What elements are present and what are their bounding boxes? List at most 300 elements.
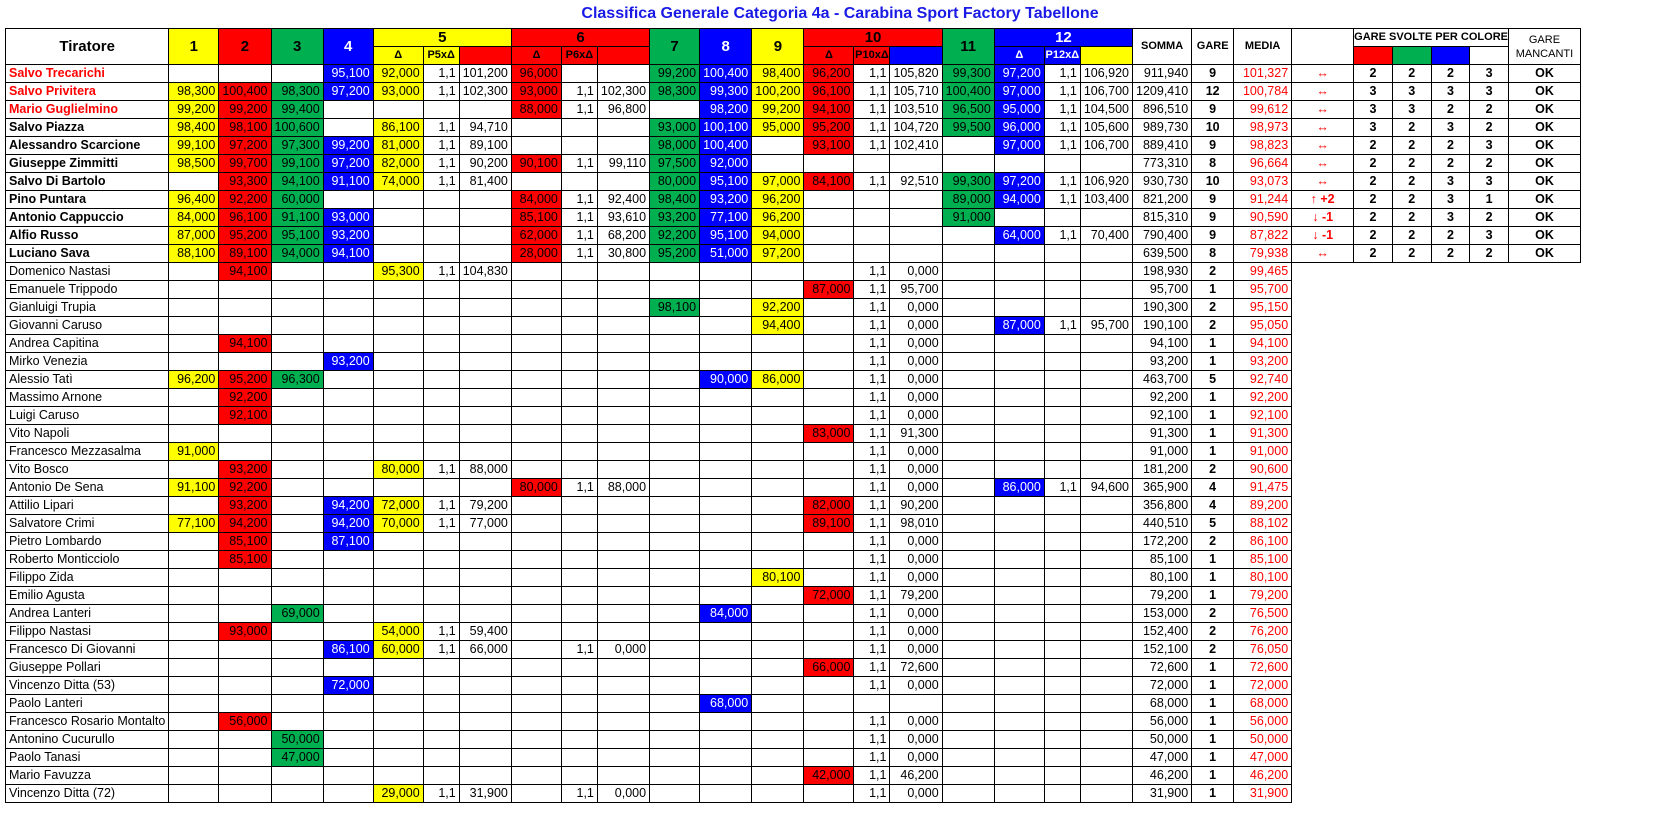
cell-delta-12 <box>1044 299 1080 317</box>
header-somma: SOMMA <box>1133 29 1192 65</box>
cell-p6 <box>597 767 649 785</box>
table-row <box>6 677 1581 695</box>
cell-gara-9 <box>752 731 804 749</box>
cell-gara-9 <box>752 281 804 299</box>
cell-delta-12 <box>1044 263 1080 281</box>
cell-p5 <box>459 389 511 407</box>
cell-gara-11: 91,000 <box>942 209 994 227</box>
cell-p5 <box>459 335 511 353</box>
cell-p10 <box>890 155 942 173</box>
cell-somma: 85,100 <box>1133 551 1192 569</box>
cell-media: 91,300 <box>1234 425 1292 443</box>
cell-p12 <box>1080 371 1132 389</box>
cell-gara-9: 92,200 <box>752 299 804 317</box>
cell-p10: 72,600 <box>890 659 942 677</box>
cell-svolte-green: 2 <box>1431 137 1470 155</box>
header-gara-8: 8 <box>700 29 752 65</box>
cell-gara-7 <box>650 263 700 281</box>
cell-gara-6 <box>511 281 561 299</box>
cell-p10: 0,000 <box>890 731 942 749</box>
cell-gara-5 <box>373 335 423 353</box>
cell-empty <box>1292 299 1354 317</box>
cell-delta-10 <box>854 245 890 263</box>
cell-tiratore: Mario Favuzza <box>6 767 169 785</box>
cell-gara-10 <box>804 335 854 353</box>
cell-p12 <box>1080 515 1132 533</box>
cell-gara-5 <box>373 605 423 623</box>
cell-p10: 0,000 <box>890 569 942 587</box>
header-gara-11: 11 <box>942 29 994 65</box>
cell-p5 <box>459 407 511 425</box>
page-title: Classifica Generale Categoria 4a - Carabina Sport Factory Tabellone <box>581 5 1099 22</box>
cell-gara-11: 99,300 <box>942 173 994 191</box>
table-row <box>6 587 1581 605</box>
cell-gara-9 <box>752 641 804 659</box>
cell-trend: ↓ -1 <box>1292 209 1354 227</box>
cell-gara-9 <box>752 335 804 353</box>
cell-delta-10: 1,1 <box>854 137 890 155</box>
cell-delta-12 <box>1044 749 1080 767</box>
cell-gara-3 <box>271 497 323 515</box>
cell-gare: 1 <box>1192 353 1234 371</box>
cell-delta-5 <box>423 407 459 425</box>
cell-empty <box>1470 425 1509 443</box>
cell-empty <box>1292 551 1354 569</box>
cell-empty <box>1470 515 1509 533</box>
cell-media: 91,475 <box>1234 479 1292 497</box>
cell-gara-4 <box>323 605 373 623</box>
cell-p12 <box>1080 389 1132 407</box>
cell-gara-10 <box>804 443 854 461</box>
cell-svolte-yellow: 3 <box>1354 83 1393 101</box>
cell-gara-3: 60,000 <box>271 191 323 209</box>
table-row <box>6 407 1581 425</box>
table-row <box>6 65 1581 83</box>
cell-empty <box>1354 569 1393 587</box>
cell-empty <box>1292 263 1354 281</box>
cell-empty <box>1431 605 1470 623</box>
cell-gara-11 <box>942 137 994 155</box>
cell-delta-5: 1,1 <box>423 173 459 191</box>
cell-gara-11: 89,000 <box>942 191 994 209</box>
cell-delta-10: 1,1 <box>854 767 890 785</box>
cell-gara-9 <box>752 605 804 623</box>
cell-p10: 0,000 <box>890 785 942 803</box>
cell-delta-12 <box>1044 425 1080 443</box>
cell-trend: ↔ <box>1292 155 1354 173</box>
cell-gara-3: 100,600 <box>271 119 323 137</box>
cell-gara-11 <box>942 389 994 407</box>
cell-delta-6 <box>561 425 597 443</box>
header-gara-9: 9 <box>752 29 804 65</box>
cell-gara-5 <box>373 479 423 497</box>
cell-empty <box>1470 281 1509 299</box>
cell-gara-12 <box>994 713 1044 731</box>
cell-delta-10: 1,1 <box>854 785 890 803</box>
cell-gara-8 <box>700 677 752 695</box>
cell-p10: 0,000 <box>890 371 942 389</box>
cell-media: 72,600 <box>1234 659 1292 677</box>
cell-gara-2: 56,000 <box>219 713 271 731</box>
cell-empty <box>1292 317 1354 335</box>
cell-gara-9 <box>752 263 804 281</box>
cell-somma: 639,500 <box>1133 245 1192 263</box>
cell-svolte-green: 3 <box>1431 191 1470 209</box>
cell-p5: 90,200 <box>459 155 511 173</box>
cell-empty <box>1470 605 1509 623</box>
cell-gara-8 <box>700 767 752 785</box>
cell-gare: 1 <box>1192 407 1234 425</box>
cell-gara-2 <box>219 695 271 713</box>
cell-gara-4 <box>323 785 373 803</box>
cell-delta-12 <box>1044 659 1080 677</box>
cell-gara-3 <box>271 785 323 803</box>
table-row <box>6 389 1581 407</box>
cell-gara-5 <box>373 317 423 335</box>
cell-empty <box>1470 461 1509 479</box>
cell-p6: 0,000 <box>597 641 649 659</box>
cell-media: 79,938 <box>1234 245 1292 263</box>
cell-p12 <box>1080 551 1132 569</box>
cell-p12 <box>1080 533 1132 551</box>
cell-gare: 9 <box>1192 65 1234 83</box>
cell-gara-6 <box>511 785 561 803</box>
cell-empty <box>1292 281 1354 299</box>
cell-gara-1: 99,100 <box>169 137 219 155</box>
cell-gara-7 <box>650 605 700 623</box>
cell-delta-5 <box>423 443 459 461</box>
cell-delta-5 <box>423 533 459 551</box>
header-gara-10: 10 <box>804 29 942 47</box>
cell-trend: ↔ <box>1292 101 1354 119</box>
cell-gara-12 <box>994 407 1044 425</box>
cell-empty <box>1292 749 1354 767</box>
cell-gara-10: 89,100 <box>804 515 854 533</box>
cell-svolte-green: 2 <box>1431 155 1470 173</box>
cell-gara-5 <box>373 677 423 695</box>
cell-p12 <box>1080 497 1132 515</box>
cell-empty <box>1431 371 1470 389</box>
cell-empty <box>1292 605 1354 623</box>
cell-gare: 1 <box>1192 281 1234 299</box>
cell-delta-10: 1,1 <box>854 731 890 749</box>
cell-svolte-blue: 3 <box>1470 137 1509 155</box>
cell-empty <box>1431 785 1470 803</box>
cell-empty <box>1431 479 1470 497</box>
cell-svolte-red: 2 <box>1392 191 1431 209</box>
cell-empty <box>1354 641 1393 659</box>
cell-empty <box>1431 533 1470 551</box>
cell-p10: 79,200 <box>890 587 942 605</box>
cell-gara-1 <box>169 749 219 767</box>
cell-empty <box>1508 443 1580 461</box>
cell-gara-1 <box>169 731 219 749</box>
cell-gara-3: 95,100 <box>271 227 323 245</box>
cell-p12 <box>1080 785 1132 803</box>
cell-gare-mancanti: OK <box>1508 173 1580 191</box>
cell-delta-5: 1,1 <box>423 155 459 173</box>
cell-p10: 0,000 <box>890 407 942 425</box>
cell-gara-6: 96,000 <box>511 65 561 83</box>
cell-gara-5: 86,100 <box>373 119 423 137</box>
cell-gara-10 <box>804 407 854 425</box>
cell-empty <box>1508 317 1580 335</box>
cell-gare: 9 <box>1192 209 1234 227</box>
cell-gara-7: 98,400 <box>650 191 700 209</box>
table-row <box>6 731 1581 749</box>
cell-gara-7 <box>650 785 700 803</box>
cell-gara-3 <box>271 659 323 677</box>
cell-empty <box>1392 641 1431 659</box>
cell-delta-10 <box>854 155 890 173</box>
cell-delta-6 <box>561 335 597 353</box>
table-row <box>6 371 1581 389</box>
cell-gara-6: 88,000 <box>511 101 561 119</box>
cell-gare: 1 <box>1192 587 1234 605</box>
cell-media: 31,900 <box>1234 785 1292 803</box>
cell-svolte-red: 3 <box>1392 101 1431 119</box>
cell-gara-10 <box>804 785 854 803</box>
cell-gara-9: 80,100 <box>752 569 804 587</box>
cell-tiratore: Vito Bosco <box>6 461 169 479</box>
cell-gara-5 <box>373 389 423 407</box>
cell-delta-12 <box>1044 245 1080 263</box>
cell-gara-8 <box>700 587 752 605</box>
cell-somma: 773,310 <box>1133 155 1192 173</box>
cell-gara-4 <box>323 317 373 335</box>
cell-empty <box>1431 389 1470 407</box>
cell-gara-4 <box>323 659 373 677</box>
cell-delta-10: 1,1 <box>854 623 890 641</box>
cell-empty <box>1470 371 1509 389</box>
cell-gara-5 <box>373 209 423 227</box>
cell-p10: 0,000 <box>890 317 942 335</box>
cell-delta-6 <box>561 551 597 569</box>
cell-p6 <box>597 713 649 731</box>
cell-somma: 79,200 <box>1133 587 1192 605</box>
cell-gara-10 <box>804 299 854 317</box>
cell-gara-6: 85,100 <box>511 209 561 227</box>
cell-tiratore: Filippo Zida <box>6 569 169 587</box>
cell-empty <box>1431 713 1470 731</box>
cell-gara-4 <box>323 101 373 119</box>
cell-p10 <box>890 695 942 713</box>
header-gara-5: 5 <box>373 29 511 47</box>
cell-media: 99,465 <box>1234 263 1292 281</box>
cell-empty <box>1392 263 1431 281</box>
cell-empty <box>1508 425 1580 443</box>
cell-delta-10: 1,1 <box>854 83 890 101</box>
cell-p6: 93,610 <box>597 209 649 227</box>
cell-svolte-yellow: 2 <box>1354 227 1393 245</box>
cell-gara-7 <box>650 335 700 353</box>
cell-gara-9 <box>752 749 804 767</box>
cell-gara-7 <box>650 479 700 497</box>
cell-p5 <box>459 299 511 317</box>
cell-gara-3 <box>271 443 323 461</box>
cell-delta-5 <box>423 371 459 389</box>
cell-svolte-yellow: 3 <box>1354 101 1393 119</box>
cell-gara-8: 90,000 <box>700 371 752 389</box>
cell-p5: 104,830 <box>459 263 511 281</box>
cell-gara-11 <box>942 605 994 623</box>
cell-empty <box>1508 569 1580 587</box>
cell-delta-5 <box>423 695 459 713</box>
cell-delta-10: 1,1 <box>854 641 890 659</box>
cell-delta-12 <box>1044 209 1080 227</box>
cell-delta-6 <box>561 173 597 191</box>
cell-gara-6 <box>511 371 561 389</box>
cell-gara-11 <box>942 731 994 749</box>
cell-empty <box>1470 695 1509 713</box>
cell-delta-6: 1,1 <box>561 155 597 173</box>
cell-delta-10: 1,1 <box>854 425 890 443</box>
cell-gara-9 <box>752 695 804 713</box>
cell-empty <box>1508 551 1580 569</box>
cell-gara-6 <box>511 461 561 479</box>
cell-gare: 8 <box>1192 245 1234 263</box>
table-row <box>6 137 1581 155</box>
cell-p5: 79,200 <box>459 497 511 515</box>
cell-gara-8: 100,400 <box>700 137 752 155</box>
cell-media: 72,000 <box>1234 677 1292 695</box>
cell-p5 <box>459 713 511 731</box>
cell-gara-1 <box>169 659 219 677</box>
cell-gara-5 <box>373 533 423 551</box>
table-row <box>6 443 1581 461</box>
cell-p6 <box>597 389 649 407</box>
cell-empty <box>1470 389 1509 407</box>
cell-delta-10: 1,1 <box>854 461 890 479</box>
cell-empty <box>1431 299 1470 317</box>
cell-gara-6 <box>511 767 561 785</box>
cell-gara-2 <box>219 767 271 785</box>
cell-gara-8 <box>700 461 752 479</box>
cell-delta-12: 1,1 <box>1044 317 1080 335</box>
cell-gara-4: 72,000 <box>323 677 373 695</box>
cell-delta-6 <box>561 371 597 389</box>
cell-media: 50,000 <box>1234 731 1292 749</box>
cell-gara-5 <box>373 101 423 119</box>
cell-gare: 10 <box>1192 173 1234 191</box>
cell-gara-8: 92,000 <box>700 155 752 173</box>
cell-gara-1 <box>169 569 219 587</box>
cell-p6 <box>597 335 649 353</box>
cell-somma: 1209,410 <box>1133 83 1192 101</box>
cell-empty <box>1508 299 1580 317</box>
cell-somma: 181,200 <box>1133 461 1192 479</box>
header-p5: P5xΔ <box>423 47 459 65</box>
cell-gara-3 <box>271 425 323 443</box>
cell-empty <box>1292 713 1354 731</box>
cell-svolte-blue: 2 <box>1470 101 1509 119</box>
cell-delta-10: 1,1 <box>854 605 890 623</box>
cell-delta-12 <box>1044 767 1080 785</box>
cell-gara-5: 60,000 <box>373 641 423 659</box>
header-delta-6: Δ <box>511 47 561 65</box>
cell-gara-6 <box>511 389 561 407</box>
cell-gara-4 <box>323 281 373 299</box>
cell-gara-8 <box>700 299 752 317</box>
cell-gara-8 <box>700 785 752 803</box>
cell-gara-10 <box>804 533 854 551</box>
cell-media: 86,100 <box>1234 533 1292 551</box>
cell-empty <box>1470 299 1509 317</box>
cell-tiratore: Vincenzo Ditta (53) <box>6 677 169 695</box>
cell-gara-2 <box>219 425 271 443</box>
cell-delta-12: 1,1 <box>1044 227 1080 245</box>
swatch-yellow <box>1080 47 1132 65</box>
cell-p10: 102,410 <box>890 137 942 155</box>
cell-delta-10: 1,1 <box>854 515 890 533</box>
cell-delta-12: 1,1 <box>1044 101 1080 119</box>
cell-delta-5 <box>423 713 459 731</box>
cell-empty <box>1470 353 1509 371</box>
cell-p10: 0,000 <box>890 263 942 281</box>
cell-delta-6 <box>561 263 597 281</box>
cell-empty <box>1354 335 1393 353</box>
cell-empty <box>1508 659 1580 677</box>
cell-gara-4 <box>323 767 373 785</box>
cell-gara-4 <box>323 335 373 353</box>
cell-svolte-red: 2 <box>1392 119 1431 137</box>
cell-p10 <box>890 191 942 209</box>
cell-empty <box>1508 605 1580 623</box>
cell-svolte-green: 2 <box>1431 65 1470 83</box>
cell-p6 <box>597 461 649 479</box>
cell-svolte-yellow: 2 <box>1354 137 1393 155</box>
cell-gara-1 <box>169 767 219 785</box>
cell-gara-7 <box>650 281 700 299</box>
cell-p6 <box>597 659 649 677</box>
cell-gara-11 <box>942 227 994 245</box>
cell-p6 <box>597 533 649 551</box>
cell-delta-12 <box>1044 515 1080 533</box>
cell-delta-10: 1,1 <box>854 587 890 605</box>
table-row <box>6 299 1581 317</box>
cell-gara-1: 98,300 <box>169 83 219 101</box>
cell-empty <box>1508 713 1580 731</box>
cell-gara-3: 94,100 <box>271 173 323 191</box>
cell-gara-11 <box>942 335 994 353</box>
header-tiratore: Tiratore <box>6 29 169 65</box>
cell-p12: 105,600 <box>1080 119 1132 137</box>
cell-p10 <box>890 245 942 263</box>
cell-gara-6 <box>511 335 561 353</box>
cell-delta-12 <box>1044 785 1080 803</box>
cell-empty <box>1292 659 1354 677</box>
cell-delta-5: 1,1 <box>423 137 459 155</box>
cell-p12: 70,400 <box>1080 227 1132 245</box>
header-empty-12 <box>890 47 942 65</box>
header-gare-mancanti-line2: MANCANTI <box>1515 47 1574 60</box>
cell-delta-12 <box>1044 695 1080 713</box>
cell-empty <box>1292 461 1354 479</box>
cell-delta-6 <box>561 65 597 83</box>
cell-delta-10: 1,1 <box>854 659 890 677</box>
cell-gara-4: 93,000 <box>323 209 373 227</box>
cell-gara-12: 95,000 <box>994 101 1044 119</box>
cell-gara-11: 99,500 <box>942 119 994 137</box>
cell-gara-6 <box>511 299 561 317</box>
cell-gara-11 <box>942 479 994 497</box>
cell-gara-3 <box>271 335 323 353</box>
cell-gara-1: 98,400 <box>169 119 219 137</box>
table-row <box>6 533 1581 551</box>
cell-delta-6 <box>561 281 597 299</box>
cell-gara-6 <box>511 749 561 767</box>
cell-gara-9 <box>752 407 804 425</box>
